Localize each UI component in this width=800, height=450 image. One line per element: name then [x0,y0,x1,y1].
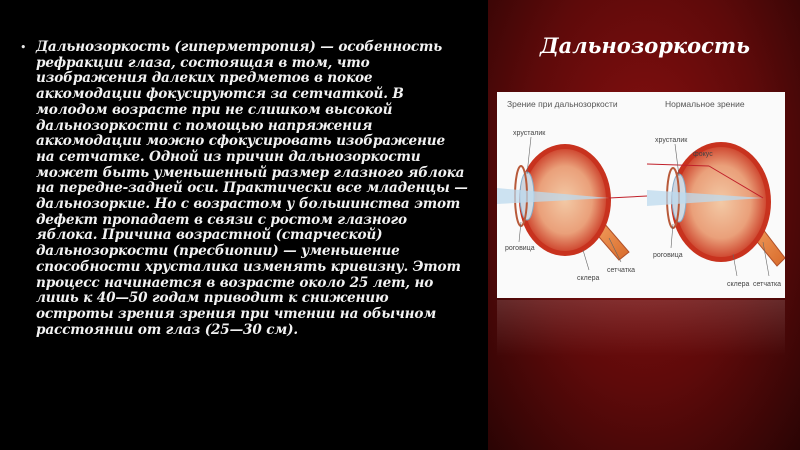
bullet-icon: • [20,41,27,54]
label-sclera-left: склера [577,275,600,282]
label-cornea-right: роговица [653,252,683,259]
label-retina-right: сетчатка [753,281,782,288]
label-cornea-left: роговица [505,245,535,252]
right-diagram-header: Нормальное зрение [665,99,745,109]
bullet-point [20,39,468,338]
left-diagram-header: Зрение при дальнозоркости [507,99,618,109]
hyperopic-eye [497,144,647,260]
label-focus: фокус [693,151,713,158]
normal-eye [647,142,785,266]
eye-diagram [497,92,785,298]
label-lens-right: хрусталик [655,137,688,144]
label-sclera-right: склера [727,281,750,288]
label-retina-left: сетчатка [607,267,636,274]
label-lens-left: хрусталик [513,130,546,137]
figure-reflection [497,300,785,356]
body-text: Дальнозоркость (гиперметропия) — особенность рефракции глаза, состоящая в том, что изображения далеких предметов в покое аккомодации фокусируются за сетчаткой. В молодом возрасте при не слишком высокой дальнозоркости с помощью напряжения аккомодации можно сфокусировать изображение на сетчатке. Одной из причин дальнозоркости может быть уменьшенный размер глазного яблока на передне-задней оси. Практически все младенцы — дальнозоркие. Но с возрастом у большинства этот дефект пропадает в связи с ростом глазного яблока. Причина возрастной (старческой) дальнозоркости (пресбиопии) — уменьшение способности хрусталика изменять кривизну. Этот процесс начинается в возрасте около 25 лет, но лишь к 40—50 годам приводит к снижению остроты зрения зрения при чтении на обычном расстоянии от глаз (25—30 см). [36,39,468,338]
slide-title: Дальнозоркость [540,33,750,58]
